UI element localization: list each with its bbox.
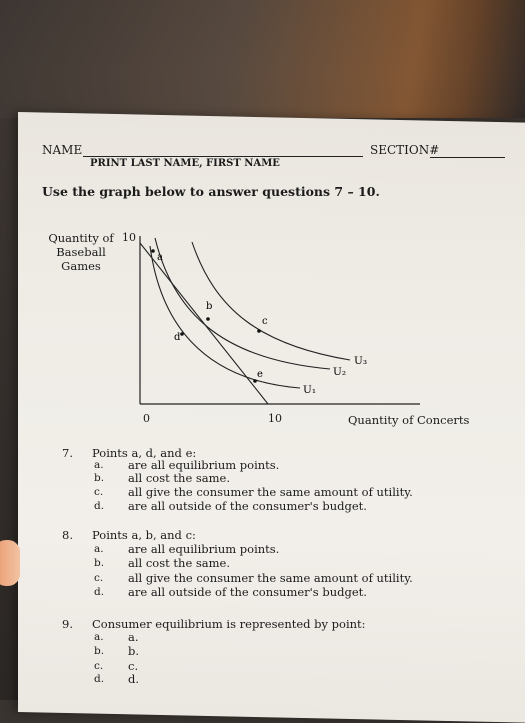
- point-b-marker: [206, 317, 210, 321]
- q9-option-b-letter: b.: [94, 645, 105, 657]
- question-8-number: 8.: [62, 528, 73, 542]
- x-axis-tick-10: 10: [268, 412, 282, 425]
- point-c-marker: [257, 329, 261, 333]
- q7-option-d-text[interactable]: are all outside of the consumer's budget.: [128, 499, 367, 513]
- question-9-number: 9.: [62, 617, 73, 631]
- point-a-marker: [151, 249, 155, 253]
- point-a-label: a: [157, 252, 163, 263]
- point-c-label: c: [262, 316, 268, 327]
- u3-label: U₃: [354, 355, 368, 367]
- indifference-curve-u3: [192, 242, 350, 360]
- section-label: SECTION#: [370, 143, 440, 157]
- q7-option-c-text[interactable]: all give the consumer the same amount of utility.: [128, 485, 413, 499]
- q9-option-c-text[interactable]: c.: [128, 659, 139, 673]
- q9-option-a-text[interactable]: a.: [128, 630, 139, 644]
- q9-option-d-letter: d.: [94, 673, 105, 685]
- q9-option-b-text[interactable]: b.: [128, 644, 140, 658]
- q7-option-b-text[interactable]: all cost the same.: [128, 471, 231, 485]
- print-name-instruction: PRINT LAST NAME, FIRST NAME: [90, 158, 280, 169]
- name-label: NAME: [42, 143, 83, 157]
- q8-option-d-text[interactable]: are all outside of the consumer's budget.: [128, 585, 367, 599]
- q7-option-a-text[interactable]: are all equilibrium points.: [128, 458, 280, 472]
- point-e-label: e: [257, 369, 263, 380]
- question-7-number: 7.: [62, 446, 73, 460]
- u2-label: U₂: [333, 366, 347, 378]
- q7-option-b-letter: b.: [94, 472, 105, 484]
- x-axis-label: Quantity of Concerts: [348, 413, 470, 427]
- q8-option-b-letter: b.: [94, 557, 105, 569]
- indifference-curve-u1: [150, 246, 300, 388]
- origin-label: 0: [143, 412, 150, 425]
- q8-option-c-text[interactable]: all give the consumer the same amount of utility.: [128, 571, 413, 585]
- point-b-label: b: [206, 301, 213, 312]
- point-d-marker: [180, 332, 184, 336]
- q7-option-c-letter: c.: [94, 486, 104, 498]
- q8-option-b-text[interactable]: all cost the same.: [128, 556, 231, 570]
- y-axis-label: Quantity of Baseball Games: [48, 231, 114, 273]
- q9-option-d-text[interactable]: d.: [128, 672, 140, 686]
- q7-option-d-letter: d.: [94, 500, 105, 512]
- graph-instruction: Use the graph below to answer questions 7 – 10.: [42, 184, 380, 199]
- q7-option-a-letter: a.: [94, 459, 104, 471]
- q9-option-c-letter: c.: [94, 660, 104, 672]
- question-9-text: Consumer equilibrium is represented by point:: [92, 617, 366, 631]
- q8-option-a-text[interactable]: are all equilibrium points.: [128, 542, 280, 556]
- point-d-label: d: [174, 332, 181, 343]
- q8-option-a-letter: a.: [94, 543, 104, 555]
- question-7-text: Points a, d, and e:: [92, 446, 197, 460]
- q8-option-c-letter: c.: [94, 572, 104, 584]
- u1-label: U₁: [303, 384, 317, 396]
- question-8-text: Points a, b, and c:: [92, 528, 196, 542]
- y-axis-tick-10: 10: [122, 231, 136, 244]
- q9-option-a-letter: a.: [94, 631, 104, 643]
- q8-option-d-letter: d.: [94, 586, 105, 598]
